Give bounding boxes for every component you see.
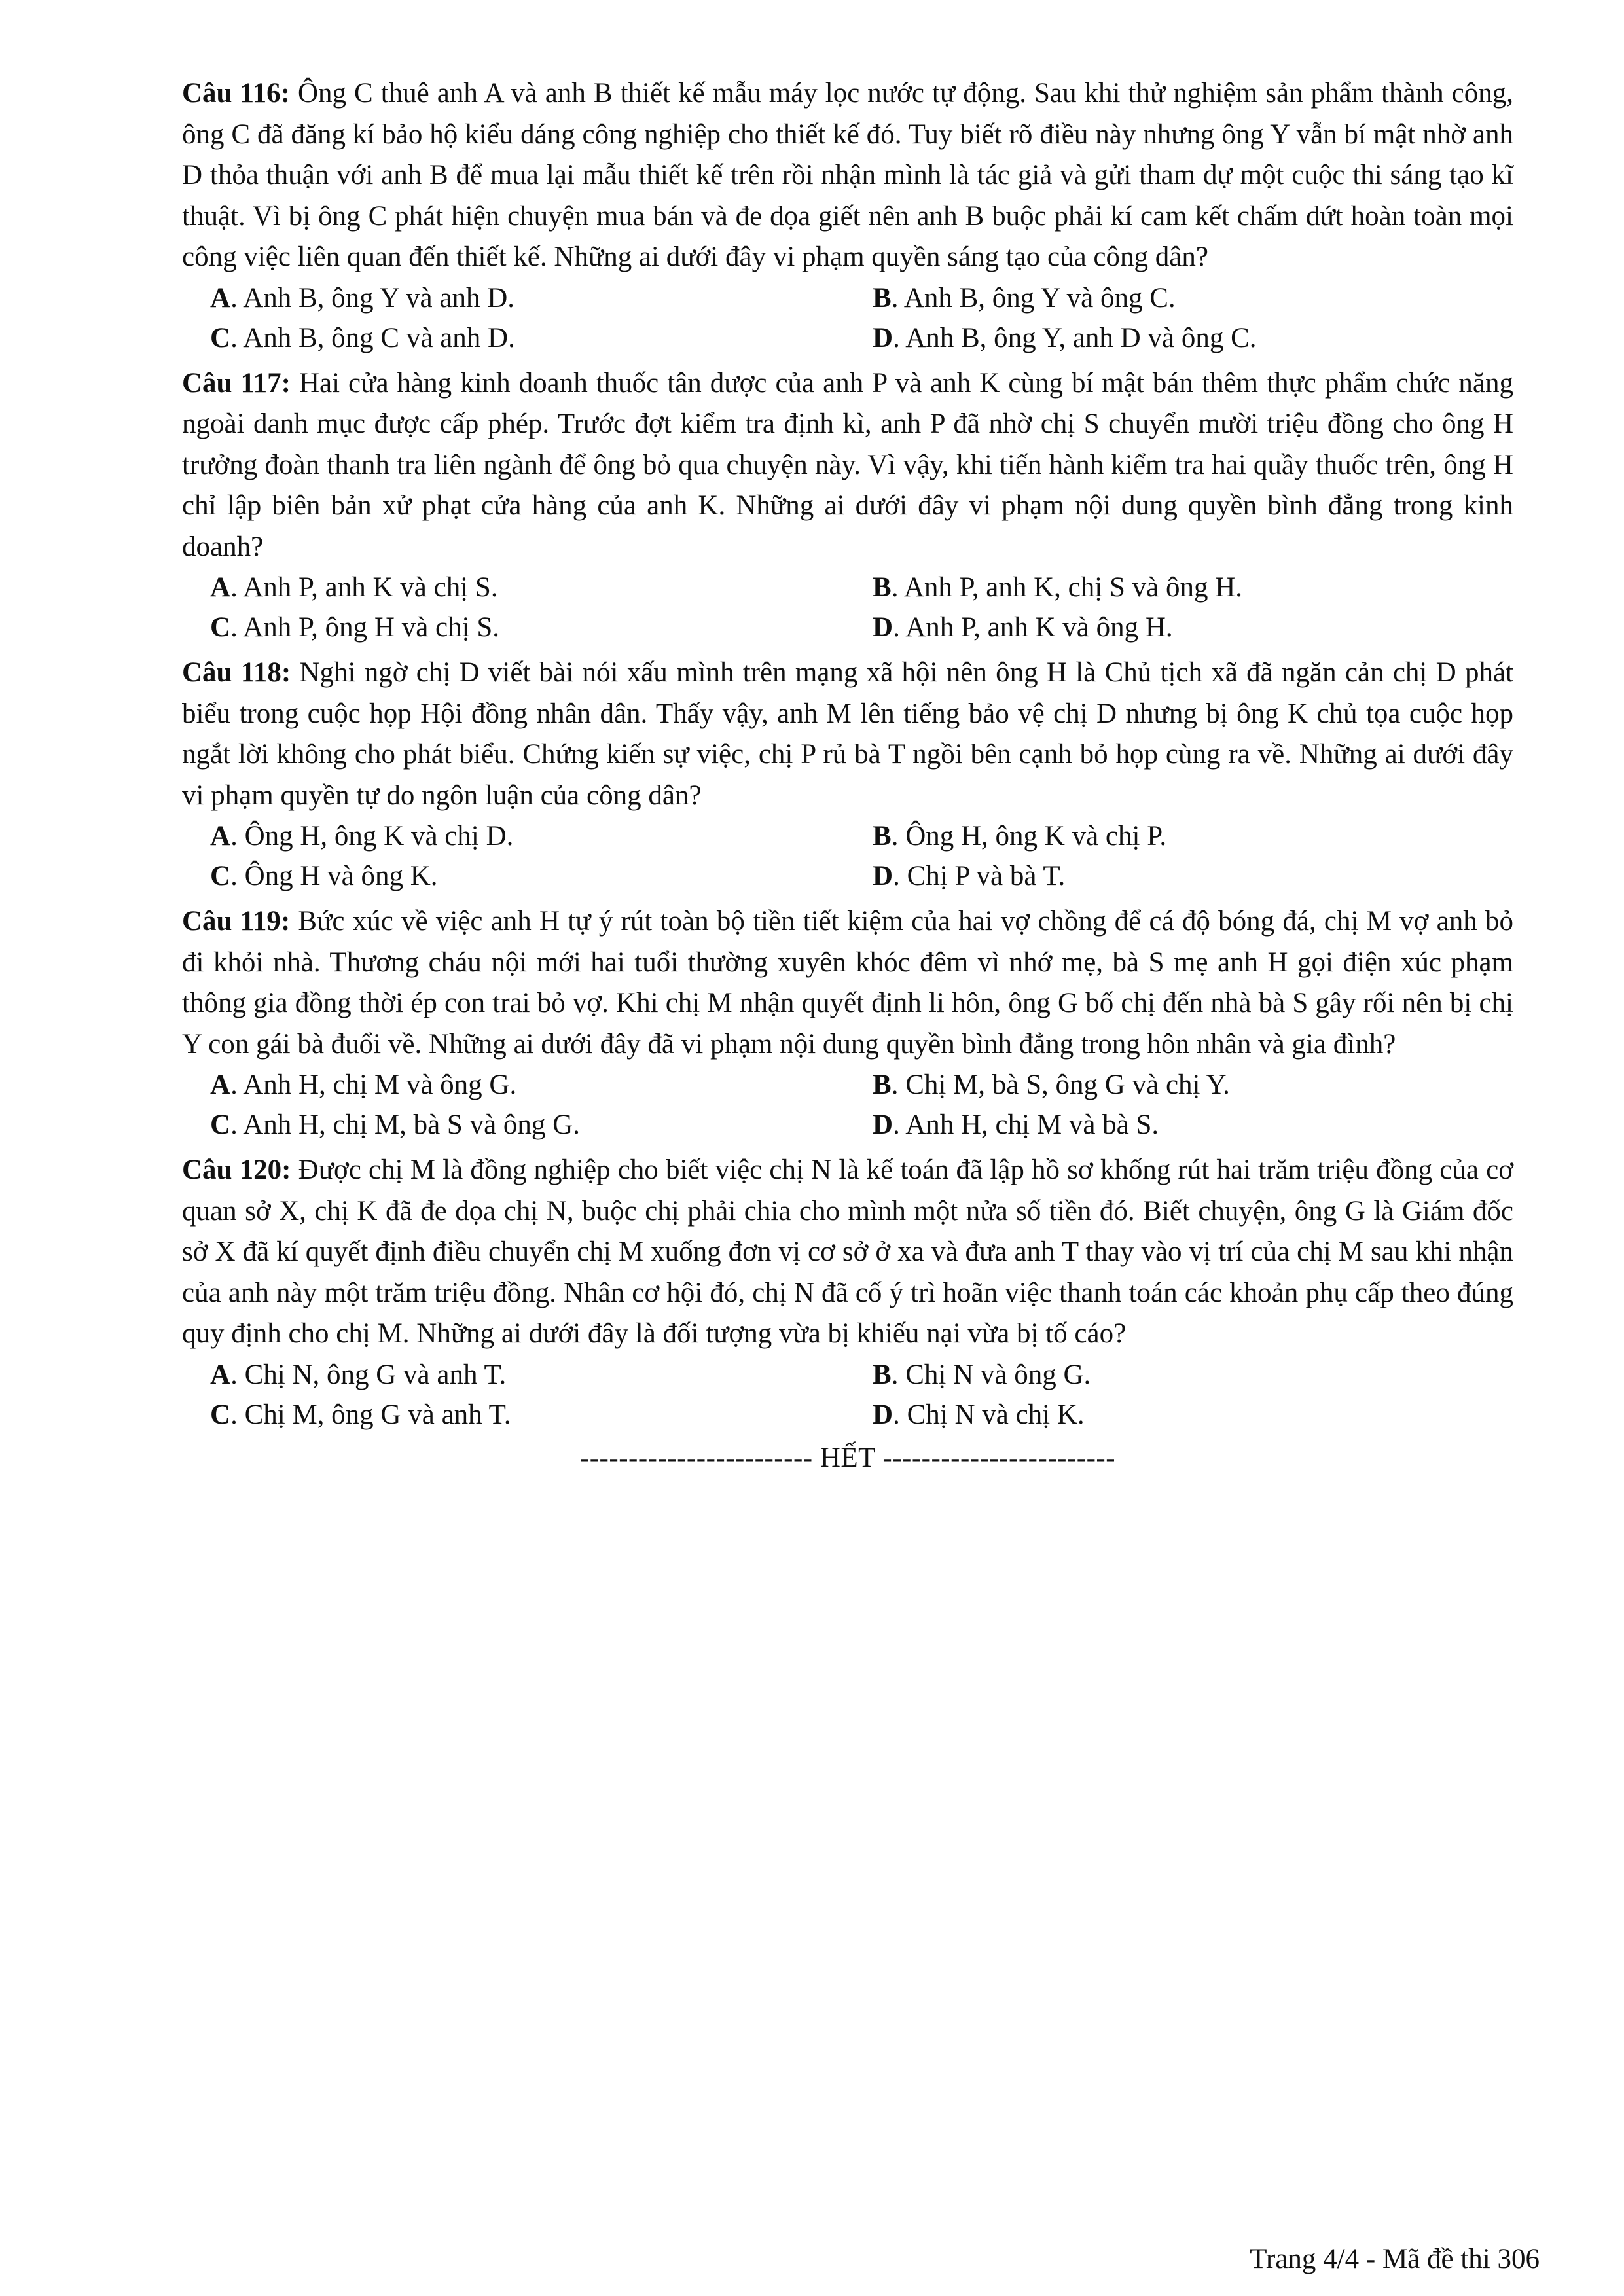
- question-body: Bức xúc về việc anh H tự ý rút toàn bộ tiền tiết kiệm của hai vợ chồng để cá độ bóng đá, chị M vợ anh bỏ đi khỏi nhà. Thương cháu nội mới hai tuổi thường xuyên khóc đêm vì nhớ mẹ, bà S mẹ anh H gọi điện xúc phạm thông gia đồng thời ép con trai bỏ vợ. Khi chị M nhận quyết định li hôn, ông G bố chị đến nhà bà S gây rối nên bị chị Y con gái bà đuổi về. Những ai dưới đây đã vi phạm nội dung quyền bình đẳng trong hôn nhân và gia đình?: [182, 906, 1513, 1060]
- option-text: . Chị N, ông G và anh T.: [230, 1359, 507, 1390]
- option-text: . Anh H, chị M, bà S và ông G.: [230, 1109, 580, 1140]
- option-letter: B: [873, 282, 892, 314]
- question-body: Nghi ngờ chị D viết bài nói xấu mình trên mạng xã hội nên ông H là Chủ tịch xã đã ngăn cản chị D phát biểu trong cuộc họp Hội đồng nhân dân. Thấy vậy, anh M lên tiếng bảo vệ chị D nhưng bị ông K chủ tọa cuộc họp ngắt lời không cho phát biểu. Chứng kiến sự việc, chị P rủ bà T ngồi bên cạnh bỏ họp cùng ra về. Những ai dưới đây vi phạm quyền tự do ngôn luận của công dân?: [182, 657, 1513, 811]
- answer-options: [182, 1065, 1513, 1145]
- option-d[interactable]: [873, 607, 1513, 647]
- option-b[interactable]: [873, 1355, 1513, 1395]
- question-119: [182, 901, 1513, 1145]
- option-text: . Anh P, anh K và ông H.: [893, 612, 1173, 643]
- option-letter: A: [210, 572, 231, 603]
- option-text: . Anh B, ông Y và ông C.: [891, 282, 1176, 314]
- option-text: . Chị P và bà T.: [893, 861, 1066, 891]
- option-text: . Anh P, anh K và chị S.: [230, 572, 498, 603]
- question-body: Được chị M là đồng nghiệp cho biết việc chị N là kế toán đã lập hồ sơ khống rút hai trăm triệu đồng của cơ quan sở X, chị K đã đe dọa chị N, buộc chị phải chia cho mình một nửa số tiền đó. Biết chuyện, ông G là Giám đốc sở X đã kí quyết định điều chuyển chị M xuống đơn vị cơ sở ở xa và đưa anh T thay vào vị trí của chị M sau khi nhận của anh này một trăm triệu đồng. Nhân cơ hội đó, chị N đã cố ý trì hoãn việc thanh toán các khoản phụ cấp theo đúng quy định cho chị M. Những ai dưới đây là đối tượng vừa bị khiếu nại vừa bị tố cáo?: [182, 1155, 1513, 1349]
- option-letter: D: [873, 322, 893, 353]
- option-c[interactable]: [182, 607, 873, 647]
- option-letter: C: [210, 1399, 231, 1430]
- question-text: [182, 73, 1513, 278]
- option-text: . Anh H, chị M và ông G.: [230, 1069, 517, 1100]
- option-c[interactable]: [182, 1395, 873, 1435]
- question-text: [182, 363, 1513, 568]
- option-text: . Ông H, ông K và chị P.: [891, 821, 1167, 852]
- option-a[interactable]: [182, 1355, 873, 1395]
- option-letter: A: [210, 282, 231, 314]
- option-c[interactable]: [182, 856, 873, 896]
- exam-page-content: [182, 73, 1513, 1478]
- option-text: . Chị N và chị K.: [893, 1399, 1085, 1430]
- option-text: . Chị M, ông G và anh T.: [230, 1399, 511, 1430]
- option-b[interactable]: [873, 278, 1513, 318]
- question-label: Câu 119:: [182, 906, 291, 937]
- option-letter: D: [873, 861, 893, 891]
- option-c[interactable]: [182, 1105, 873, 1145]
- question-text: [182, 1150, 1513, 1355]
- option-letter: C: [210, 1109, 231, 1140]
- answer-options: [182, 278, 1513, 358]
- question-text: [182, 901, 1513, 1065]
- question-label: Câu 118:: [182, 657, 291, 688]
- option-text: . Ông H và ông K.: [230, 861, 438, 891]
- question-118: [182, 653, 1513, 896]
- option-letter: C: [210, 322, 231, 353]
- question-body: Ông C thuê anh A và anh B thiết kế mẫu máy lọc nước tự động. Sau khi thử nghiệm sản phẩm thành công, ông C đã đăng kí bảo hộ kiểu dáng công nghiệp cho thiết kế đó. Tuy biết rõ điều này nhưng ông Y vẫn bí mật nhờ anh D thỏa thuận với anh B để mua lại mẫu thiết kế trên rồi nhận mình là tác giả và gửi tham dự một cuộc thi sáng tạo kĩ thuật. Vì bị ông C phát hiện chuyện mua bán và đe dọa giết nên anh B buộc phải kí cam kết chấm dứt hoàn toàn mọi công việc liên quan đến thiết kế. Những ai dưới đây vi phạm quyền sáng tạo của công dân?: [182, 78, 1513, 272]
- option-letter: D: [873, 1109, 893, 1140]
- option-d[interactable]: [873, 856, 1513, 896]
- option-b[interactable]: [873, 567, 1513, 607]
- option-text: . Anh B, ông Y, anh D và ông C.: [893, 322, 1257, 353]
- option-text: . Anh P, ông H và chị S.: [230, 612, 499, 643]
- option-letter: D: [873, 1399, 893, 1430]
- option-letter: B: [873, 572, 892, 603]
- option-d[interactable]: [873, 1105, 1513, 1145]
- answer-options: [182, 567, 1513, 647]
- option-text: . Anh B, ông Y và anh D.: [230, 282, 515, 314]
- option-a[interactable]: [182, 1065, 873, 1105]
- page-footer: Trang 4/4 - Mã đề thi 306: [1250, 2244, 1540, 2274]
- option-text: . Anh H, chị M và bà S.: [893, 1109, 1159, 1140]
- option-letter: B: [873, 821, 892, 852]
- option-text: . Chị N và ông G.: [891, 1359, 1091, 1390]
- option-letter: D: [873, 612, 893, 643]
- option-letter: A: [210, 1069, 231, 1100]
- option-a[interactable]: [182, 816, 873, 856]
- option-c[interactable]: [182, 318, 873, 358]
- option-a[interactable]: [182, 567, 873, 607]
- option-letter: C: [210, 861, 231, 891]
- question-label: Câu 117:: [182, 367, 291, 399]
- answer-options: [182, 1355, 1513, 1435]
- option-d[interactable]: [873, 318, 1513, 358]
- option-text: . Ông H, ông K và chị D.: [230, 821, 514, 852]
- option-text: . Anh P, anh K, chị S và ông H.: [891, 572, 1242, 603]
- question-body: Hai cửa hàng kinh doanh thuốc tân dược của anh P và anh K cùng bí mật bán thêm thực phẩm chức năng ngoài danh mục được cấp phép. Trước đợt kiểm tra định kì, anh P đã nhờ chị S chuyển mười triệu đồng cho ông H trưởng đoàn thanh tra liên ngành để ông bỏ qua chuyện này. Vì vậy, khi tiến hành kiểm tra hai quầy thuốc trên, ông H chỉ lập biên bản xử phạt cửa hàng của anh K. Những ai dưới đây vi phạm nội dung quyền bình đẳng trong kinh doanh?: [182, 367, 1513, 562]
- option-letter: B: [873, 1069, 892, 1100]
- option-letter: C: [210, 612, 231, 643]
- option-letter: B: [873, 1359, 892, 1390]
- question-116: [182, 73, 1513, 358]
- option-d[interactable]: [873, 1395, 1513, 1435]
- option-text: . Anh B, ông C và anh D.: [230, 322, 515, 353]
- option-b[interactable]: [873, 1065, 1513, 1105]
- end-of-exam-marker: ------------------------ HẾT ------------------------: [579, 1442, 1116, 1473]
- option-letter: A: [210, 1359, 231, 1390]
- option-letter: A: [210, 821, 231, 852]
- question-120: [182, 1150, 1513, 1435]
- question-text: [182, 653, 1513, 816]
- option-text: . Chị M, bà S, ông G và chị Y.: [891, 1069, 1230, 1100]
- option-a[interactable]: [182, 278, 873, 318]
- question-117: [182, 363, 1513, 648]
- answer-options: [182, 816, 1513, 896]
- question-label: Câu 120:: [182, 1155, 291, 1185]
- option-b[interactable]: [873, 816, 1513, 856]
- question-label: Câu 116:: [182, 78, 290, 109]
